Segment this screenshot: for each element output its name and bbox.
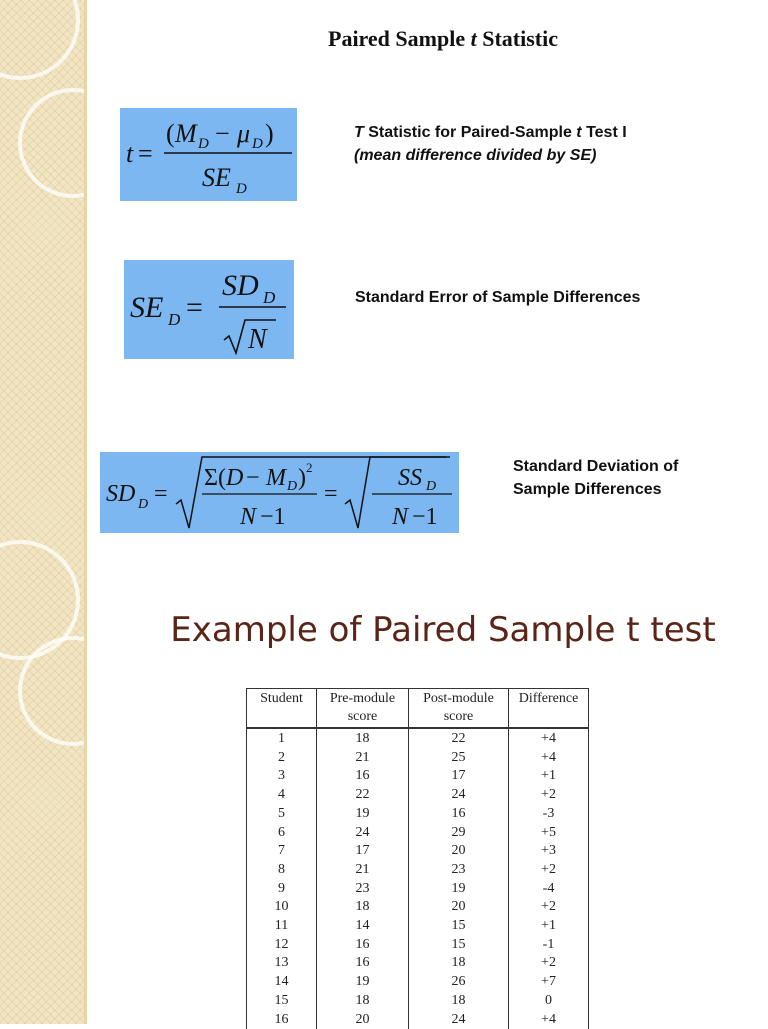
- cell-difference: +2: [509, 954, 589, 973]
- svg-text:M: M: [175, 119, 197, 148]
- cell-pre-score: 16: [317, 936, 409, 955]
- table-row: [247, 880, 589, 899]
- cell-post-score: 18: [409, 954, 509, 973]
- cell-student: 12: [247, 936, 317, 955]
- cell-student: 6: [247, 824, 317, 843]
- svg-text:D: D: [226, 465, 244, 491]
- standard-deviation-description: [513, 455, 678, 501]
- svg-text:−1: −1: [260, 504, 286, 530]
- table-row: [247, 842, 589, 861]
- cell-pre-score: 16: [317, 954, 409, 973]
- svg-text:N: N: [240, 504, 257, 530]
- cell-pre-score: 18: [317, 728, 409, 749]
- svg-text:D: D: [138, 497, 149, 512]
- svg-text:−1: −1: [412, 504, 438, 530]
- slide1-title: Paired Sample t Statistic: [328, 26, 558, 51]
- cell-difference: +4: [509, 1011, 589, 1029]
- cell-difference: +7: [509, 973, 589, 992]
- cell-student: 15: [247, 992, 317, 1011]
- cell-student: 16: [247, 1011, 317, 1029]
- svg-text:D: D: [252, 136, 263, 152]
- table-row: [247, 824, 589, 843]
- cell-student: 1: [247, 728, 317, 749]
- cell-student: 14: [247, 973, 317, 992]
- cell-post-score: 17: [409, 767, 509, 786]
- cell-post-score: 18: [409, 992, 509, 1011]
- t-statistic-description-line1: T Statistic for Paired-Sample t Test I: [354, 124, 627, 141]
- cell-pre-score: 19: [317, 973, 409, 992]
- table-row: [247, 936, 589, 955]
- t-statistic-formula: [120, 108, 297, 201]
- table-row: [247, 954, 589, 973]
- table-row: [247, 728, 589, 749]
- cell-difference: +4: [509, 749, 589, 768]
- cell-difference: +2: [509, 898, 589, 917]
- svg-text:): ): [298, 465, 306, 491]
- svg-text:): ): [265, 119, 274, 148]
- svg-text:D: D: [168, 310, 181, 329]
- svg-text:=: =: [324, 481, 338, 507]
- cell-difference: +2: [509, 861, 589, 880]
- svg-text:M: M: [266, 465, 286, 491]
- svg-text:N: N: [248, 324, 267, 355]
- cell-post-score: 20: [409, 842, 509, 861]
- svg-text:−: −: [246, 465, 260, 491]
- cell-post-score: 24: [409, 786, 509, 805]
- slide2-title: Example of Paired Sample t test: [170, 610, 716, 650]
- svg-text:SE: SE: [202, 163, 231, 192]
- cell-pre-score: 21: [317, 749, 409, 768]
- table-row: [247, 749, 589, 768]
- table-row: [247, 767, 589, 786]
- svg-text:SD: SD: [222, 269, 259, 302]
- svg-text:N: N: [392, 504, 409, 530]
- t-statistic-description: [354, 121, 627, 167]
- svg-text:(: (: [166, 119, 175, 148]
- svg-text:=: =: [154, 481, 168, 507]
- header-difference: Difference: [509, 689, 589, 729]
- cell-pre-score: 19: [317, 805, 409, 824]
- cell-difference: 0: [509, 992, 589, 1011]
- cell-pre-score: 18: [317, 992, 409, 1011]
- cell-difference: -1: [509, 936, 589, 955]
- cell-difference: +1: [509, 917, 589, 936]
- cell-post-score: 23: [409, 861, 509, 880]
- cell-difference: -3: [509, 805, 589, 824]
- svg-text:t: t: [126, 139, 134, 168]
- standard-deviation-description-line1: Standard Deviation of: [513, 458, 679, 475]
- cell-post-score: 19: [409, 880, 509, 899]
- side-strip-edge: [84, 0, 87, 1024]
- cell-pre-score: 24: [317, 824, 409, 843]
- cell-student: 2: [247, 749, 317, 768]
- svg-text:=: =: [186, 291, 203, 324]
- cell-pre-score: 14: [317, 917, 409, 936]
- cell-pre-score: 22: [317, 786, 409, 805]
- cell-post-score: 15: [409, 917, 509, 936]
- cell-student: 13: [247, 954, 317, 973]
- cell-pre-score: 18: [317, 898, 409, 917]
- cell-student: 11: [247, 917, 317, 936]
- cell-student: 3: [247, 767, 317, 786]
- cell-difference: +5: [509, 824, 589, 843]
- cell-post-score: 29: [409, 824, 509, 843]
- table-row: [247, 898, 589, 917]
- svg-text:2: 2: [306, 460, 313, 475]
- svg-text:SE: SE: [130, 291, 164, 324]
- cell-student: 7: [247, 842, 317, 861]
- table-row: [247, 805, 589, 824]
- decorative-ring: [18, 88, 128, 198]
- t-statistic-description-line2: (mean difference divided by SE): [354, 147, 597, 164]
- svg-text:−: −: [215, 119, 230, 148]
- cell-post-score: 24: [409, 1011, 509, 1029]
- cell-student: 8: [247, 861, 317, 880]
- header-pre-module-score: Pre-module score: [317, 689, 409, 729]
- table-row: [247, 917, 589, 936]
- cell-difference: +4: [509, 728, 589, 749]
- table-row: [247, 992, 589, 1011]
- standard-error-description: Standard Error of Sample Differences: [355, 289, 641, 306]
- cell-difference: +3: [509, 842, 589, 861]
- decorative-ring: [18, 636, 128, 746]
- header-post-module-score: Post-module score: [409, 689, 509, 729]
- standard-deviation-formula: [100, 452, 459, 533]
- table-row: [247, 973, 589, 992]
- cell-student: 4: [247, 786, 317, 805]
- decorative-side-strip: [0, 0, 84, 1024]
- svg-text:D: D: [198, 136, 209, 152]
- standard-deviation-description-line2: Sample Differences: [513, 481, 662, 498]
- table-row: [247, 861, 589, 880]
- table-row: [247, 786, 589, 805]
- svg-text:=: =: [138, 139, 153, 168]
- svg-text:D: D: [287, 479, 298, 494]
- svg-text:D: D: [236, 181, 247, 197]
- cell-difference: +1: [509, 767, 589, 786]
- cell-difference: -4: [509, 880, 589, 899]
- cell-post-score: 20: [409, 898, 509, 917]
- svg-text:D: D: [426, 479, 437, 494]
- svg-text:μ: μ: [237, 119, 251, 148]
- table-header-row: [247, 689, 589, 729]
- cell-student: 5: [247, 805, 317, 824]
- svg-text:D: D: [263, 288, 276, 307]
- standard-error-formula: [124, 260, 294, 359]
- cell-post-score: 22: [409, 728, 509, 749]
- cell-student: 9: [247, 880, 317, 899]
- cell-difference: +2: [509, 786, 589, 805]
- paired-scores-table: [246, 688, 589, 1029]
- svg-text:SS: SS: [398, 465, 422, 491]
- cell-pre-score: 23: [317, 880, 409, 899]
- cell-post-score: 25: [409, 749, 509, 768]
- cell-post-score: 15: [409, 936, 509, 955]
- cell-pre-score: 17: [317, 842, 409, 861]
- cell-post-score: 26: [409, 973, 509, 992]
- cell-pre-score: 20: [317, 1011, 409, 1029]
- header-student: Student: [247, 689, 317, 729]
- cell-post-score: 16: [409, 805, 509, 824]
- svg-text:Σ(: Σ(: [204, 465, 226, 491]
- cell-student: 10: [247, 898, 317, 917]
- cell-pre-score: 16: [317, 767, 409, 786]
- table-row: [247, 1011, 589, 1029]
- svg-text:SD: SD: [106, 481, 136, 507]
- paired-scores-table-wrapper: [246, 688, 589, 1029]
- cell-pre-score: 21: [317, 861, 409, 880]
